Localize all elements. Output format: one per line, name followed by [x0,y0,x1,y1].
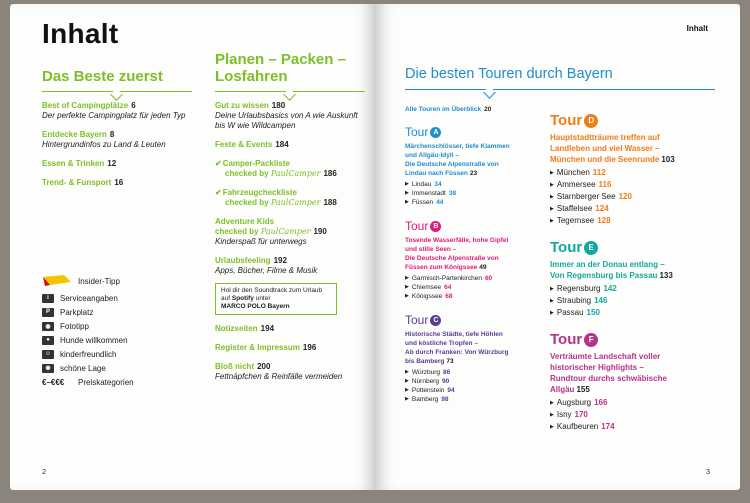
tour-stop[interactable] [405,180,545,189]
tour-desc-line: Von Regensburg bis Passau 133 [550,271,673,280]
legend-label: Serviceangaben [60,293,118,303]
toc-entry[interactable] [215,140,365,150]
tour-stop-page: 120 [618,192,632,201]
tour-stops [550,167,730,227]
tour-desc-line: Die Deutsche Alpenstraße von [405,161,499,168]
tour-stop-name: Lindau [411,181,432,188]
col-planen [215,51,365,382]
tours-col-left [405,96,545,404]
tours-rule [405,89,715,90]
tours-col-right [550,100,730,433]
arrow-right-icon: ▶ [550,400,554,406]
toc-entry[interactable] [215,362,365,382]
tour-stop[interactable] [550,295,730,307]
arrow-right-icon: ▶ [405,275,409,281]
tour-stop-name: Isny [556,410,572,419]
tour-block[interactable] [550,112,730,227]
tour-letter-badge: A [430,127,441,138]
legend-item [42,291,134,305]
toc-entry[interactable] [215,159,365,179]
tour-stop-name: Füssen [411,199,434,206]
tour-word: Tour [550,331,583,348]
tour-stop[interactable] [550,397,730,409]
toc-entry-title: Feste & Events [215,140,273,149]
arrow-right-icon: ▶ [405,396,409,402]
spotify-line-1: Hol dir den Soundtrack zum Urlaub [221,287,323,294]
tour-heading [550,239,730,256]
tour-page: 155 [576,385,590,394]
toc-entry-page: 12 [107,159,117,168]
tour-stop-page: 68 [445,293,453,300]
tour-stop[interactable] [405,189,545,198]
tour-stop-page: 38 [448,190,457,197]
tour-desc-line: historischer Highlights – [550,363,644,372]
tour-letter-badge: C [430,315,441,326]
tour-word: Tour [405,313,429,327]
tour-desc-line: Die Deutsche Alpenstraße von [405,255,499,262]
tour-desc-line: und köstliche Tropfen – [405,340,478,347]
tour-stop[interactable] [550,215,730,227]
tour-stop[interactable] [550,409,730,421]
info-icon: i [42,294,54,303]
section-heading-l2: Losfahren [215,68,288,85]
dog-icon: ● [42,336,54,345]
tour-stop[interactable] [405,198,545,207]
tour-stops [550,397,730,433]
parking-icon: P [42,308,54,317]
tour-stop-name: Passau [556,308,584,317]
tour-desc-line: und stille Seen – [405,246,457,253]
tour-stop[interactable] [550,283,730,295]
toc-entry[interactable] [215,343,365,353]
legend-label: Parkplatz [60,307,94,317]
toc-entry-page: 192 [273,256,287,265]
tour-stop-page: 174 [601,422,615,431]
tour-stop-name: München [556,168,590,177]
page-number-left: 2 [42,467,47,476]
tour-page: 49 [479,264,487,271]
toc-entry[interactable] [215,217,365,247]
spotify-line-3: MARCO POLO Bayern [221,303,290,310]
toc-entry-title: Essen & Trinken [42,159,105,168]
tour-stop-name: Staffelsee [556,204,593,213]
toc-entry[interactable] [42,101,192,121]
tour-stop-name: Chiemsee [411,284,442,291]
tour-stops [405,368,545,404]
arrow-right-icon: ▶ [405,190,409,196]
toc-entry-title: Urlaubsfeeling [215,256,271,265]
paulcamper-logo: PaulCamper [260,227,311,236]
tour-stop[interactable] [405,283,545,292]
toc-entry-page: 196 [302,343,317,352]
tour-desc-line: Rundtour durchs schwäbische [550,374,667,383]
legend-label: kinderfreundlich [60,349,117,359]
tour-heading [405,125,545,139]
tour-stop-page: 142 [603,284,617,293]
price-icon: €–€€€ [42,377,65,387]
spotify-line-2c: unter [255,295,271,302]
toc-entry[interactable] [215,101,365,131]
tour-stop[interactable] [550,191,730,203]
toc-entry-page: 194 [260,324,275,333]
tour-letter-badge: F [584,333,598,347]
toc-entry-page: 6 [131,101,136,110]
arrow-right-icon: ▶ [405,387,409,393]
toc-entry-title: Notizseiten [215,324,258,333]
tour-stop-name: Immenstadt [411,190,446,197]
tour-heading [550,112,730,129]
spotify-box [215,283,337,315]
spotify-line-2a: auf [221,295,231,302]
tour-stop-name: Bamberg [411,396,439,403]
tour-desc [405,330,545,366]
tour-stop-page: 86 [443,369,451,376]
tour-stops [405,180,545,207]
tour-desc-line: Märchenschlösser, tiefe Klammen [405,143,510,150]
toc-entry-page: 188 [323,198,337,207]
toc-entry-desc: Der perfekte Campingplatz für jeden Typ [42,111,186,120]
arrow-right-icon: ▶ [550,182,554,188]
tour-stop-name: Kaufbeuren [556,422,599,431]
arrow-right-icon: ▶ [550,206,554,212]
toc-entry[interactable] [42,178,192,188]
toc-entry-title: Gut zu wissen [215,101,269,110]
tour-desc-line: bis Bamberg 73 [405,358,454,365]
intro-title: Alle Touren im Überblick [405,106,482,113]
tour-stop-name: Würzburg [411,369,441,376]
legend [42,274,134,389]
toc-entry-title-2: checked by [225,198,269,207]
tour-stop[interactable] [405,368,545,377]
tour-desc [405,236,545,272]
tour-desc [550,351,730,395]
legend-item [42,274,134,288]
toc-entry-page: 8 [109,130,115,139]
tour-page: 133 [659,271,673,280]
arrow-right-icon: ▶ [405,369,409,375]
child-icon: ☺ [42,350,54,359]
spotify-word: Spotify [231,295,254,302]
tour-letter-badge: B [430,221,441,232]
tour-stop-name: Ammersee [556,180,596,189]
tour-stop-page: 112 [592,168,606,177]
legend-item [42,333,134,347]
tour-stop-page: 34 [434,181,442,188]
tour-stop[interactable] [405,386,545,395]
tour-stop-name: Tegernsee [556,216,595,225]
legend-item [42,305,134,319]
arrow-right-icon: ▶ [550,286,554,292]
checkmark-icon: ✔ [215,188,222,197]
toc-entry[interactable] [215,324,365,334]
toc-entry-desc: Kinderspaß für unterwegs [215,237,307,246]
toc-entry-title-2: checked by [215,227,259,236]
tour-desc-line: Verträumte Landschaft voller [550,352,661,361]
arrow-right-icon: ▶ [550,170,554,176]
toc-entry-title: Best of Campingplätze [42,101,129,110]
tour-stop-page: 116 [598,180,612,189]
tour-word: Tour [405,219,429,233]
section-heading: Das Beste zuerst [42,68,163,85]
tour-stop[interactable] [405,395,545,404]
tour-desc-line: Historische Städte, tiefe Höhlen [405,331,503,338]
tour-stop[interactable] [550,203,730,215]
toc-entry-desc: Fettnäpfchen & Reinfälle vermeiden [215,372,343,381]
toc-entry-desc: Apps, Bücher, Filme & Musik [215,266,318,275]
paulcamper-logo: PaulCamper [270,198,321,207]
tour-desc-line: Lindau nach Füssen 23 [405,170,478,177]
tours-heading [405,66,715,90]
toc-entry-desc: Deine Urlaubsbasics von A wie Auskunft bis W wie Wildcampen [215,111,358,130]
section-rule [42,91,192,92]
arrow-right-icon: ▶ [405,293,409,299]
legend-item [42,361,134,375]
legend-label: Fototipp [60,321,89,331]
legend-label: Insider-Tipp [78,276,120,286]
book-spread [10,4,740,494]
arrow-right-icon: ▶ [405,199,409,205]
section-rule [215,91,365,92]
toc-entry-title-2: checked by [225,169,269,178]
toc-entry-title: Fahrzeugcheckliste [222,188,297,197]
legend-item [42,319,134,333]
tour-stop[interactable] [405,274,545,283]
tour-word: Tour [405,125,429,139]
toc-entry-title: Bloß nicht [215,362,255,371]
tour-stop-page: 124 [595,204,609,213]
tour-letter-badge: E [584,241,598,255]
legend-item [42,347,134,361]
tour-desc-line: und Allgäu-Idyll – [405,152,459,159]
legend-label: schöne Lage [60,363,106,373]
right-page [375,4,740,490]
legend-label: Hunde willkommen [60,335,128,345]
tour-desc [550,259,730,281]
paulcamper-logo: PaulCamper [270,169,321,178]
tour-block[interactable] [405,125,545,207]
toc-entry-page: 180 [271,101,286,110]
tour-desc-line: Ab durch Franken: Von Würzburg [405,349,509,356]
tour-block[interactable] [550,239,730,319]
tour-desc-line: Allgäu 155 [550,385,590,394]
tour-page: 23 [469,170,478,177]
tour-stop-name: Regensburg [556,284,601,293]
tour-stop-page: 90 [441,378,450,385]
tour-stops [550,283,730,319]
tour-stop-page: 98 [441,396,449,403]
toc-entry-title: Camper-Packliste [222,159,290,168]
left-page [10,4,375,490]
toc-entry[interactable] [215,256,365,276]
tour-heading [405,313,545,327]
tour-heading [405,219,545,233]
tour-stop-page: 170 [574,410,588,419]
legend-label: Preiskategorien [78,377,134,387]
tour-stop[interactable] [550,307,730,319]
toc-entry-title: Register & Impressum [215,343,300,352]
tour-stop-name: Straubing [556,296,592,305]
toc-entry[interactable] [42,159,192,169]
toc-entry-title: Adventure Kids [215,217,275,226]
toc-entry[interactable] [215,188,365,208]
checkmark-icon: ✔ [215,159,222,168]
tour-desc [405,142,545,178]
tour-desc-line: München und die Seenrunde 103 [550,155,675,164]
tour-desc-line: Hauptstadtträume treffen auf [550,133,660,142]
col-das-beste [42,68,192,188]
toc-entry-page: 200 [257,362,271,371]
tours-title-b: Touren durch Bayern [478,66,613,82]
arrow-right-icon: ▶ [405,378,409,384]
tour-stops [405,274,545,301]
tour-desc-line: Füssen zum Königssee 49 [405,264,487,271]
tour-word: Tour [550,112,583,129]
tour-heading [550,331,730,348]
running-header: Inhalt [686,24,708,33]
arrow-right-icon: ▶ [550,412,554,418]
tour-stop[interactable] [550,179,730,191]
arrow-right-icon: ▶ [550,218,554,224]
tour-desc-line: Immer an der Donau entlang – [550,260,665,269]
arrow-right-icon: ▶ [550,310,554,316]
tour-stop[interactable] [550,167,730,179]
tour-stop-name: Pottenstein [411,387,445,394]
tour-stop-name: Starnberger See [556,192,616,201]
tour-desc-line: Tosende Wasserfälle, hohe Gipfel [405,237,509,244]
camera-icon: ◉ [42,322,54,331]
tour-stop-name: Königssee [411,293,443,300]
tour-stop-page: 44 [436,199,444,206]
tour-stop-name: Garmisch-Partenkirchen [411,275,482,282]
tour-block[interactable] [405,219,545,301]
arrow-right-icon: ▶ [550,298,554,304]
tour-stop-page: 128 [597,216,611,225]
tour-stop-name: Nürnberg [411,378,439,385]
tour-stop-page: 150 [586,308,600,317]
tour-stop-page: 146 [594,296,608,305]
page-title: Inhalt [42,18,119,49]
toc-entry-page: 186 [323,169,337,178]
tour-stop[interactable] [405,377,545,386]
tour-stop-name: Augsburg [556,398,592,407]
toc-entry[interactable] [42,130,192,150]
tours-title-a: Die besten [405,66,475,82]
tour-block[interactable] [550,331,730,433]
arrow-right-icon: ▶ [550,424,554,430]
sun-icon: ✺ [42,364,54,373]
section-heading-l1: Planen – Packen – [215,51,346,68]
tour-page: 73 [446,358,454,365]
tour-desc-line: Landleben und viel Wasser – [550,144,660,153]
tour-stop-page: 64 [444,284,452,291]
intro-entry [405,106,545,113]
tour-stop-page: 166 [594,398,608,407]
tour-stop[interactable] [550,421,730,433]
toc-entry-title: Trend- & Funsport [42,178,112,187]
tour-desc [550,132,730,165]
toc-entry-desc: Hintergrundinfos zu Land & Leuten [42,140,166,149]
toc-entry-page: 184 [275,140,289,149]
toc-entry-page: 16 [114,178,124,187]
tour-stop[interactable] [405,292,545,301]
arrow-right-icon: ▶ [550,194,554,200]
insider-tip-icon [42,277,72,286]
toc-entry-page: 190 [313,227,327,236]
tour-page: 103 [661,155,675,164]
arrow-right-icon: ▶ [405,284,409,290]
tour-word: Tour [550,239,583,256]
tour-stop-page: 94 [447,387,455,394]
intro-page: 20 [484,106,492,113]
page-number-right: 3 [705,467,710,476]
tour-block[interactable] [405,313,545,404]
tour-stop-page: 60 [484,275,493,282]
toc-entry-title: Entdecke Bayern [42,130,107,139]
legend-item [42,375,134,389]
arrow-right-icon: ▶ [405,181,409,187]
tour-letter-badge: D [584,114,598,128]
